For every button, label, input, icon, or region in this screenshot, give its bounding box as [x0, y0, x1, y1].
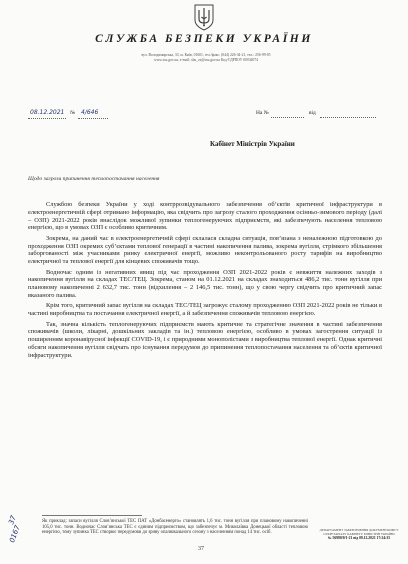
number-value: 4/646	[81, 109, 99, 116]
date-field	[28, 109, 66, 119]
paragraph: Службою безпеки України у ході контррозвідувального забезпечення об’єктів критичної інфраструктури в електроенергетичній сфері отримано інформацію, яка свідчить про загрозу сталого проходження осінньо-зимового періоду (далі – ОЗП) 2021-2022 років внаслідок можливої зупинки теплогенеруючих підприємств, які забезпечують населення тепловою енергією, що в умовах ОЗП є особливо критичним.	[28, 201, 382, 232]
handwritten-mark: 0167	[8, 524, 22, 544]
number-prefix: №	[70, 110, 76, 116]
registration-stamp	[312, 529, 406, 540]
subject-line: Щодо загрози припинення теплопостачання населення	[28, 176, 160, 182]
footnote: Як приклад: запаси вугілля Слов’янської ТЕС ПАТ «Донбасенерго» становлять 1,6 тис. тонн вугілля при плановому накопиченні 105,0 тис. тонн. Водночас Слов’янська ТЕС є єдиним підприємством, що забезпечує м. Миколаївка Донецької області тепловою енергією, тому зупинка ТЕС створює передумови до зриву опалювального сезону з населенням понад 14 тис. осіб.	[42, 519, 308, 536]
reference-field	[271, 109, 304, 118]
footnote-divider	[42, 515, 142, 516]
page-number: 37	[198, 546, 204, 552]
coat-of-arms-icon	[193, 4, 215, 31]
stamp-line: ДЕПАРТАМЕНТ ЗАБЕЗПЕЧЕННЯ ДОКУМЕНТООБІГУ	[319, 528, 399, 532]
paragraph: Так, значна кількість теплогенеруючих підприємств мають критичне та стратегічне значення в частині забезпечення споживачів (школи, лікарні, дошкільних закладів та ін.) тепловою енергією, особливо в умовах загострення ситуації із поширенням коронавірусної інфекції COVID-19, і є природними монополістами з виробництва теплової енергії. Однак критичні обсяги накопичення вугілля свідчать про існування передумов до припинення теплопостачання населення та об’єктів критичної інфраструктури.	[28, 320, 382, 359]
address-line: вул. Володимирська, 33, м. Київ, 01601, тел./факс: (044) 226-34-21, тел.: 256-99-05	[141, 53, 271, 57]
stamp-line: СЕКРЕТАРІАТУ КАБІНЕТУ МІНІСТРІВ УКРАЇНИ	[323, 531, 395, 536]
number-field	[78, 109, 108, 119]
organization-title: СЛУЖБА БЕЗПЕКИ УКРАЇНИ	[95, 33, 313, 45]
stamp-document-number: № 56980/0/1-21 від 09.12.2021 17:24:35	[327, 535, 391, 540]
reference-from-label: від	[309, 110, 316, 116]
reference-label: На №	[256, 110, 269, 116]
contact-line: www.ssu.gov.ua, e-mail: sbu_zs@ssu.gov.ua Код ЄДРПОУ 00034074	[153, 58, 259, 62]
paragraph: Крім того, критичний запас вугілля на складах ТЕС/ТЕЦ загрожує сталому проходженню ОЗП 2021-2022 років не тільки в частині виробництва та постачання електричної енергії, а й забезпечення споживачів тепловою енергією.	[28, 302, 382, 318]
reference-date-field	[320, 109, 376, 118]
paragraph: Водночас одним із негативних явищ під час проходження ОЗП 2021-2022 років є невжиття належних заходів з накопичення вугілля на складах ТЕС/ТЕЦ. Зокрема, станом на 01.12.2021 на складах знаходиться 486,2 тис. тонн вугілля при плановому накопиченні 2 632,7 тис. тонн (відхилення – 2 146,5 тис. тонн), що у свою чергу свідчить про критичний запас вказаного палива.	[28, 268, 382, 299]
date-value: 08.12.2021	[30, 109, 65, 116]
paragraph: Зокрема, на даний час в електроенергетичній сфері склалася складна ситуація, пов’язана з неналежною підготовкою до проходження ОЗП окремих суб’єктами теплової генерації в частині накопичення палива, зокрема вугілля, стрімкого збільшення заборгованості між учасниками ринку електричної енергії, можливо неконтрольованого росту тарифів на виробництво електричної та теплової енергії для кінцевих споживачів тощо.	[28, 234, 382, 266]
handwritten-mark: 37	[7, 514, 18, 526]
addressee: Кабінет Міністрів України	[210, 140, 295, 148]
letter-body	[28, 201, 382, 362]
